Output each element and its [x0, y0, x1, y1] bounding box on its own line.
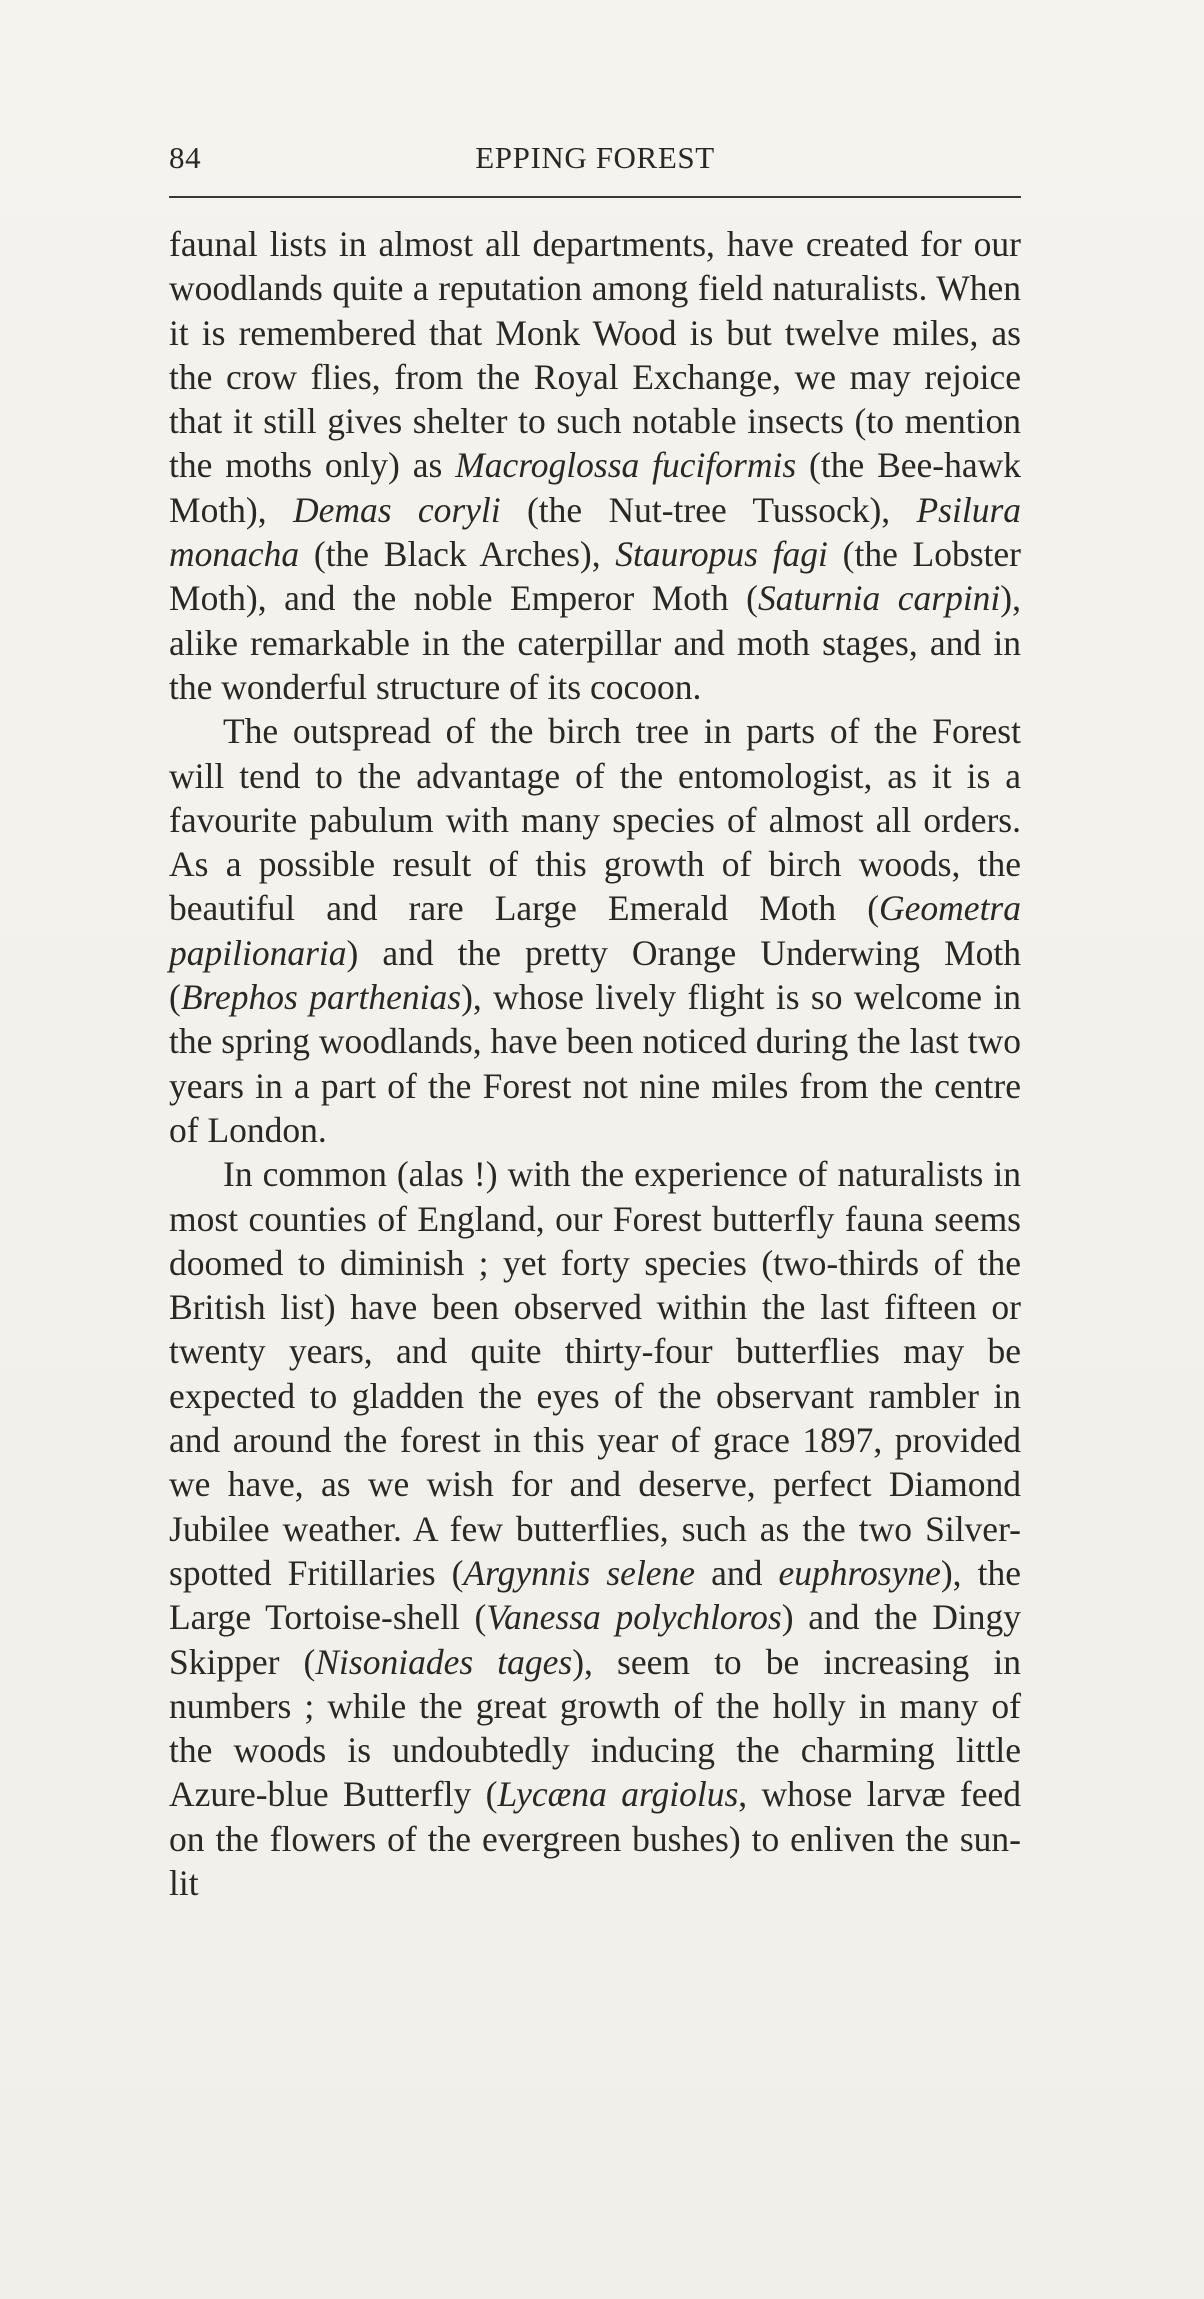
scientific-name: Stauropus fagi — [615, 534, 828, 575]
paragraph — [169, 1152, 1021, 1905]
scientific-name: Demas coryli — [292, 489, 501, 530]
scientific-name: Psilura monacha — [169, 489, 1022, 575]
header-rule — [169, 196, 1021, 198]
text-run: faunal lists in almost all departments, have created for our woodlands quite a reputation among field naturalists. When it is remembered that Monk Wood is but twelve miles, as the crow flies, from the Royal Exchange, we may rejoice that it still gives shelter to such notable insects (to mention the moths only) as — [169, 224, 1021, 486]
scientific-name: Lycæna argiolus — [497, 1774, 739, 1815]
text-run: (the Black Arches), — [299, 534, 616, 575]
running-head — [169, 132, 1021, 180]
text-run: ), alike remarkable in the caterpillar and moth stages, and in the wonderful structure of its cocoon. — [169, 578, 1021, 707]
running-title: EPPING FOREST — [475, 140, 715, 175]
text-run: ) and the pretty Orange Underwing Moth ( — [169, 932, 1021, 1018]
text-run: ) and the Dingy Skipper ( — [169, 1597, 1021, 1682]
text-run: , whose larvæ feed on the flowers of the evergreen bushes) to enliven the sun-lit — [169, 1774, 1021, 1903]
scientific-name: Brephos parthenias — [180, 977, 462, 1018]
text-run: ), whose lively flight is so welcome in the spring woodlands, have been noticed during the last two years in a part of the Forest not nine miles from the centre of London. — [169, 977, 1021, 1150]
body-text — [169, 222, 1021, 1905]
scientific-name: Saturnia carpini — [757, 578, 1001, 619]
text-run: (the Nut-tree Tussock), — [500, 489, 917, 530]
scientific-name: Geometra papilionaria — [169, 888, 1021, 973]
text-run: (the Lobster Moth), and the noble Emperor Moth ( — [169, 534, 1021, 619]
scientific-name: Argynnis selene — [463, 1552, 696, 1593]
page-number: 84 — [169, 140, 202, 175]
scientific-name: Nisoniades tages — [315, 1641, 573, 1682]
scientific-name: euphrosyne — [778, 1552, 941, 1593]
text-run: ), seem to be increasing in numbers ; while the great growth of the holly in many of the woods is undoubtedly inducing the charming little Azure-blue Butterfly ( — [169, 1641, 1021, 1815]
text-run: The outspread of the birch tree in parts of the Forest will tend to the advantage of the entomologist, as it is a favourite pabulum with many species of almost all orders. As a possible result of this growth of birch woods, the beautiful and rare Large Emerald Moth ( — [169, 711, 1021, 929]
scientific-name: Macroglossa fuciformis — [455, 445, 797, 486]
text-run: and — [695, 1552, 779, 1593]
paragraph — [169, 222, 1021, 709]
text-run: ), the Large Tortoise-shell ( — [169, 1552, 1021, 1638]
scientific-name: Vanessa polychloros — [486, 1597, 782, 1638]
paragraph — [169, 709, 1021, 1152]
text-run: (the Bee-hawk Moth), — [169, 445, 1022, 530]
text-run: In common (alas !) with the experience of naturalists in most counties of England, our Forest butterfly fauna seems doomed to diminish ; yet forty species (two-thirds of the British list) have been observed within the last fifteen or twenty years, and quite thirty-four butterflies may be expected to gladden the eyes of the observant rambler in and around the forest in this year of grace 1897, provided we have, as we wish for and deserve, perfect Diamond Jubilee weather. A few butterflies, such as the two Silver-spotted Fritillaries ( — [169, 1154, 1021, 1593]
